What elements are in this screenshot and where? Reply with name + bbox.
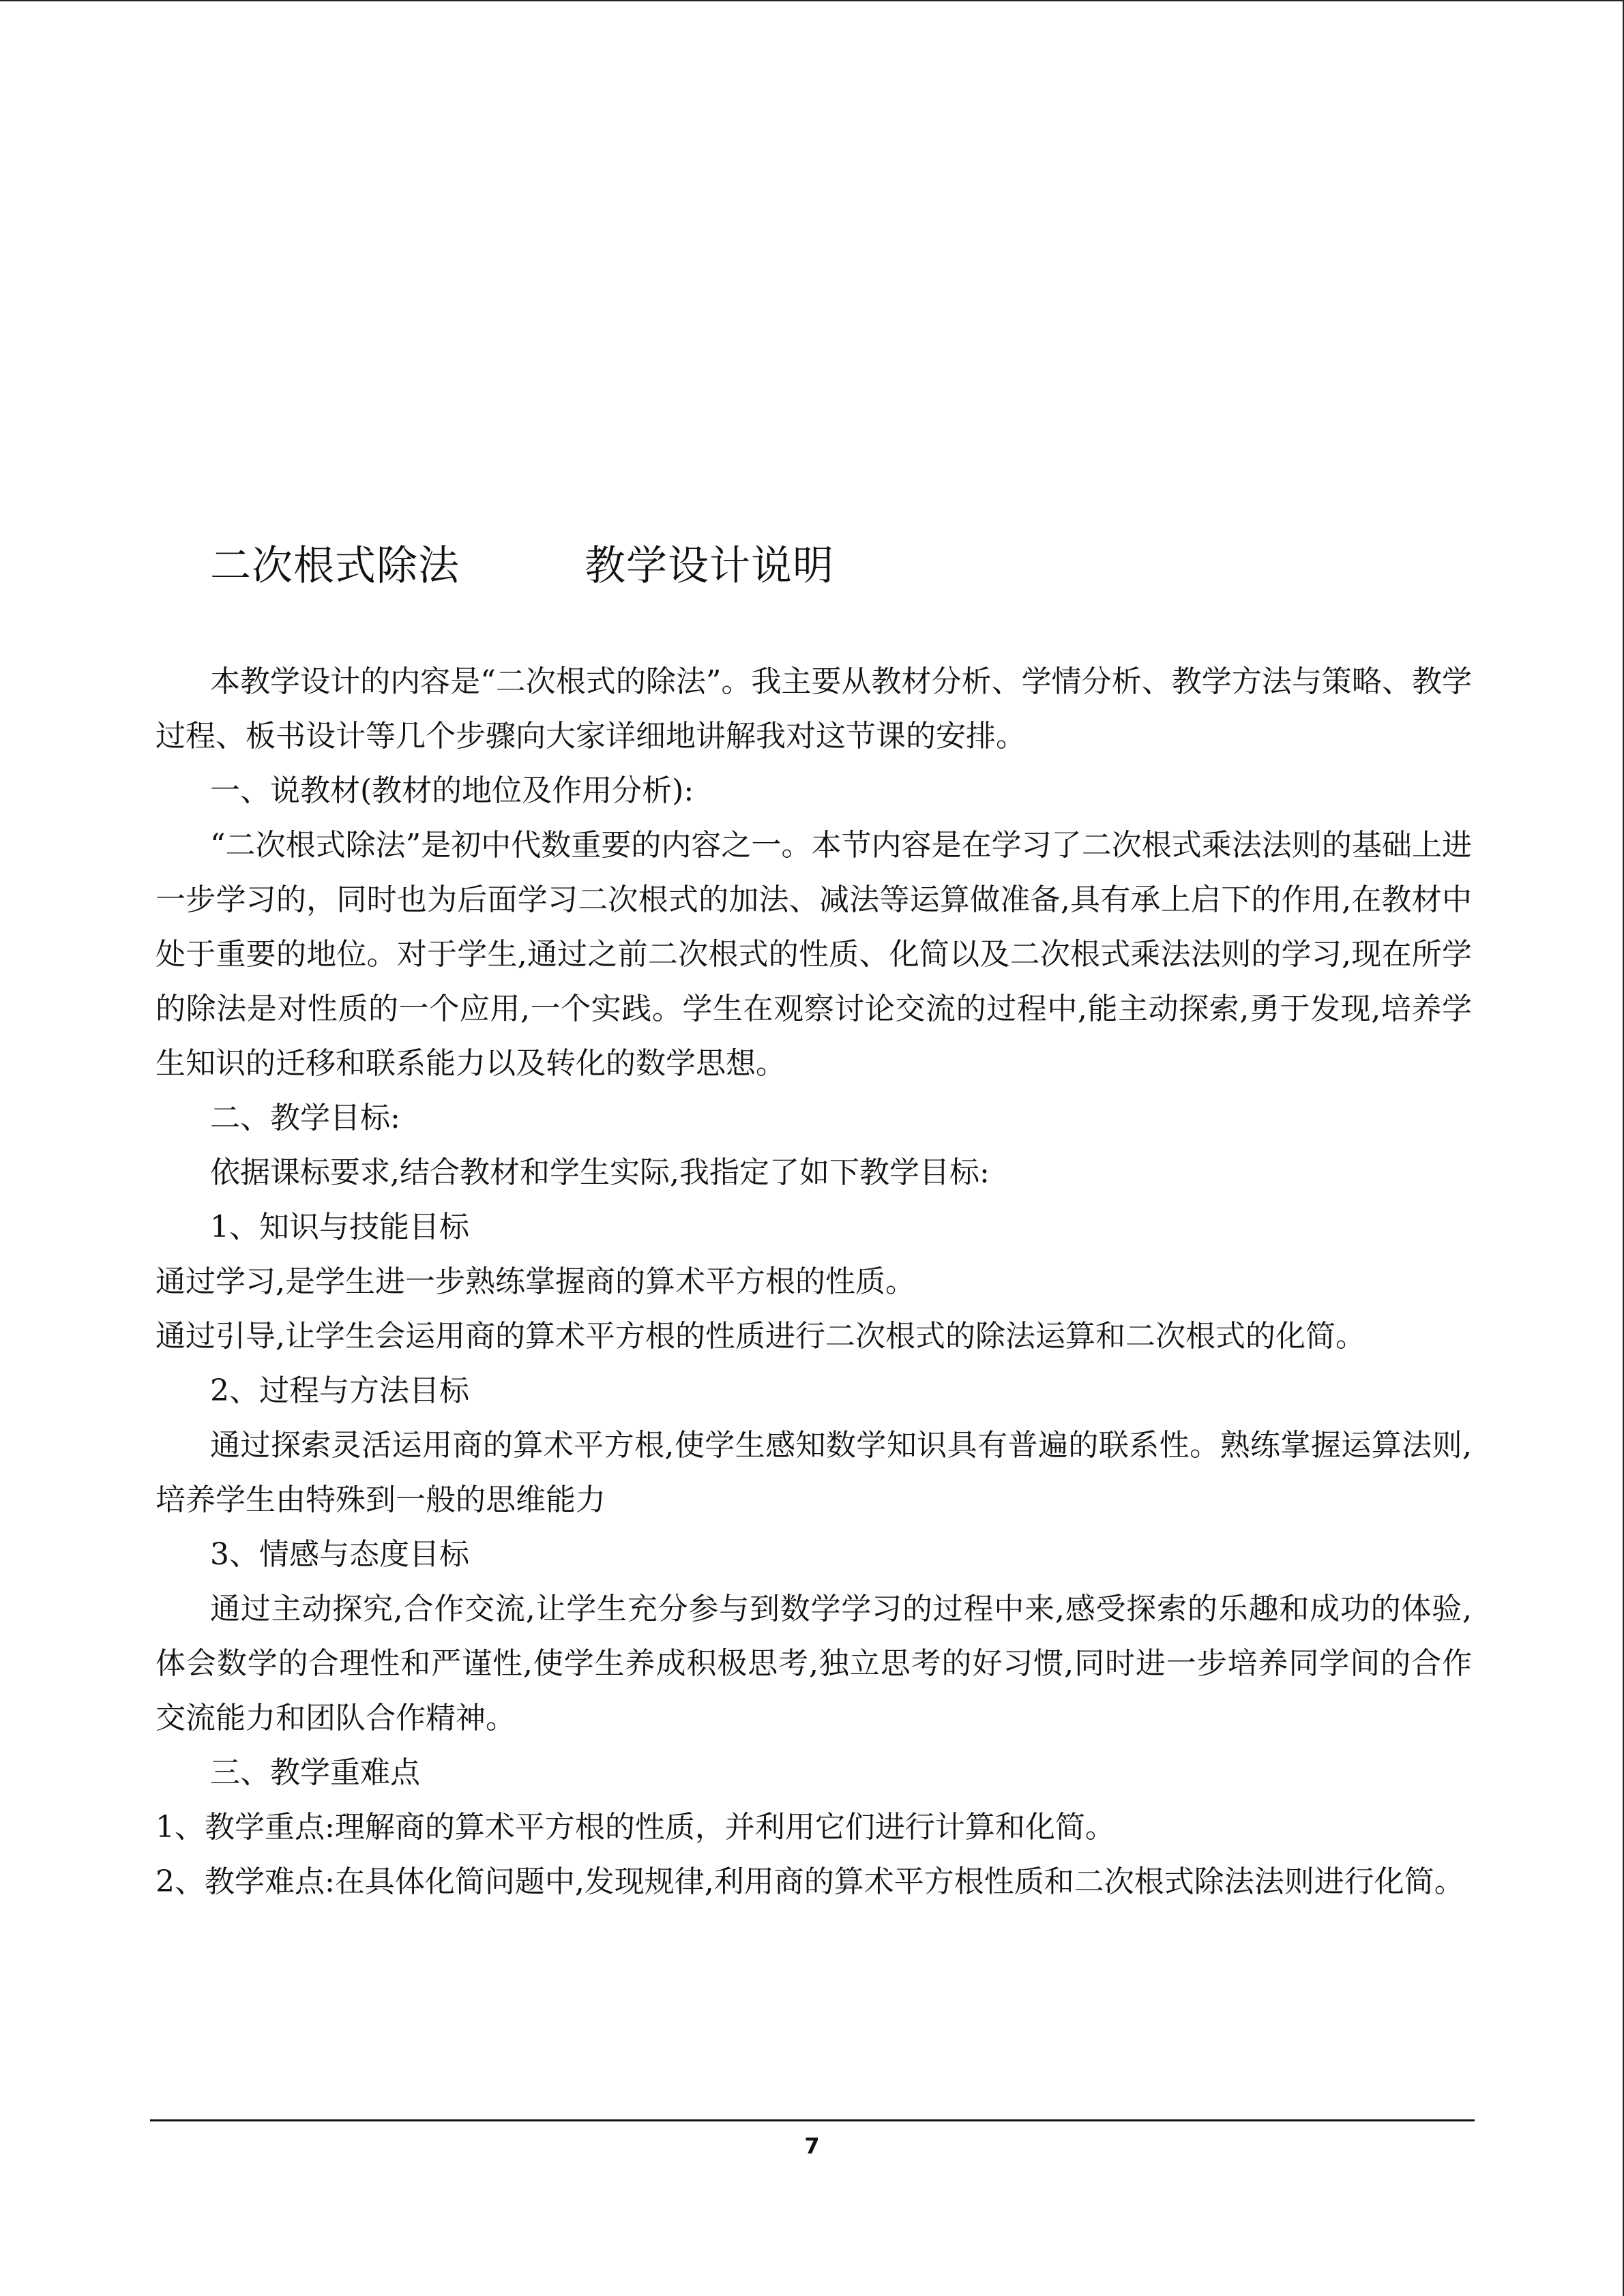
paragraph: 1、教学重点:理解商的算术平方根的性质，并利用它们进行计算和化简。 — [156, 1810, 1115, 1845]
paragraph: 2、过程与方法目标 — [210, 1373, 469, 1408]
paragraph: 二、教学目标: — [210, 1101, 400, 1135]
page-number: 7 — [804, 2133, 820, 2159]
paragraph: 通过探索灵活运用商的算术平方根,使学生感知数学知识具有普遍的联系性。熟练掌握运算法则,培养学生由特殊到一般的思维能力 — [156, 1428, 1472, 1517]
document-title: 二次根式除法 教学设计说明 — [210, 542, 834, 590]
paragraph: 一、说教材(教材的地位及作用分析): — [210, 773, 694, 808]
document-body — [156, 655, 1472, 1909]
paragraph: 1、知识与技能目标 — [210, 1210, 469, 1244]
paragraph: 通过主动探究,合作交流,让学生充分参与到数学学习的过程中来,感受探索的乐趣和成功的体验,体会数学的合理性和严谨性,使学生养成积极思考,独立思考的好习惯,同时进一步培养同学间的合作交流能力和团队合作精神。 — [156, 1592, 1472, 1735]
paragraph: 3、情感与态度目标 — [210, 1537, 469, 1572]
paragraph: 通过学习,是学生进一步熟练掌握商的算术平方根的性质。 — [156, 1264, 915, 1299]
paragraph: 通过引导,让学生会运用商的算术平方根的性质进行二次根式的除法运算和二次根式的化简。 — [156, 1319, 1365, 1354]
paragraph: “二次根式除法”是初中代数重要的内容之一。本节内容是在学习了二次根式乘法法则的基础上进一步学习的，同时也为后面学习二次根式的加法、减法等运算做准备,具有承上启下的作用,在教材中处于重要的地位。对于学生,通过之前二次根式的性质、化简以及二次根式乘法法则的学习,现在所学的除法是对性质的一个应用,一个实践。学生在观察讨论交流的过程中,能主动探索,勇于发现,培养学生知识的迁移和联系能力以及转化的数学思想。 — [156, 828, 1472, 1081]
paragraph: 本教学设计的内容是“二次根式的除法”。我主要从教材分析、学情分析、教学方法与策略、教学过程、板书设计等几个步骤向大家详细地讲解我对这节课的安排。 — [156, 664, 1472, 754]
footer-divider — [150, 2119, 1475, 2121]
paragraph: 依据课标要求,结合教材和学生实际,我指定了如下教学目标: — [210, 1155, 990, 1190]
paragraph: 三、教学重难点 — [210, 1755, 420, 1790]
paragraph: 2、教学难点:在具体化简问题中,发现规律,利用商的算术平方根性质和二次根式除法法则进行化简。 — [156, 1864, 1464, 1899]
